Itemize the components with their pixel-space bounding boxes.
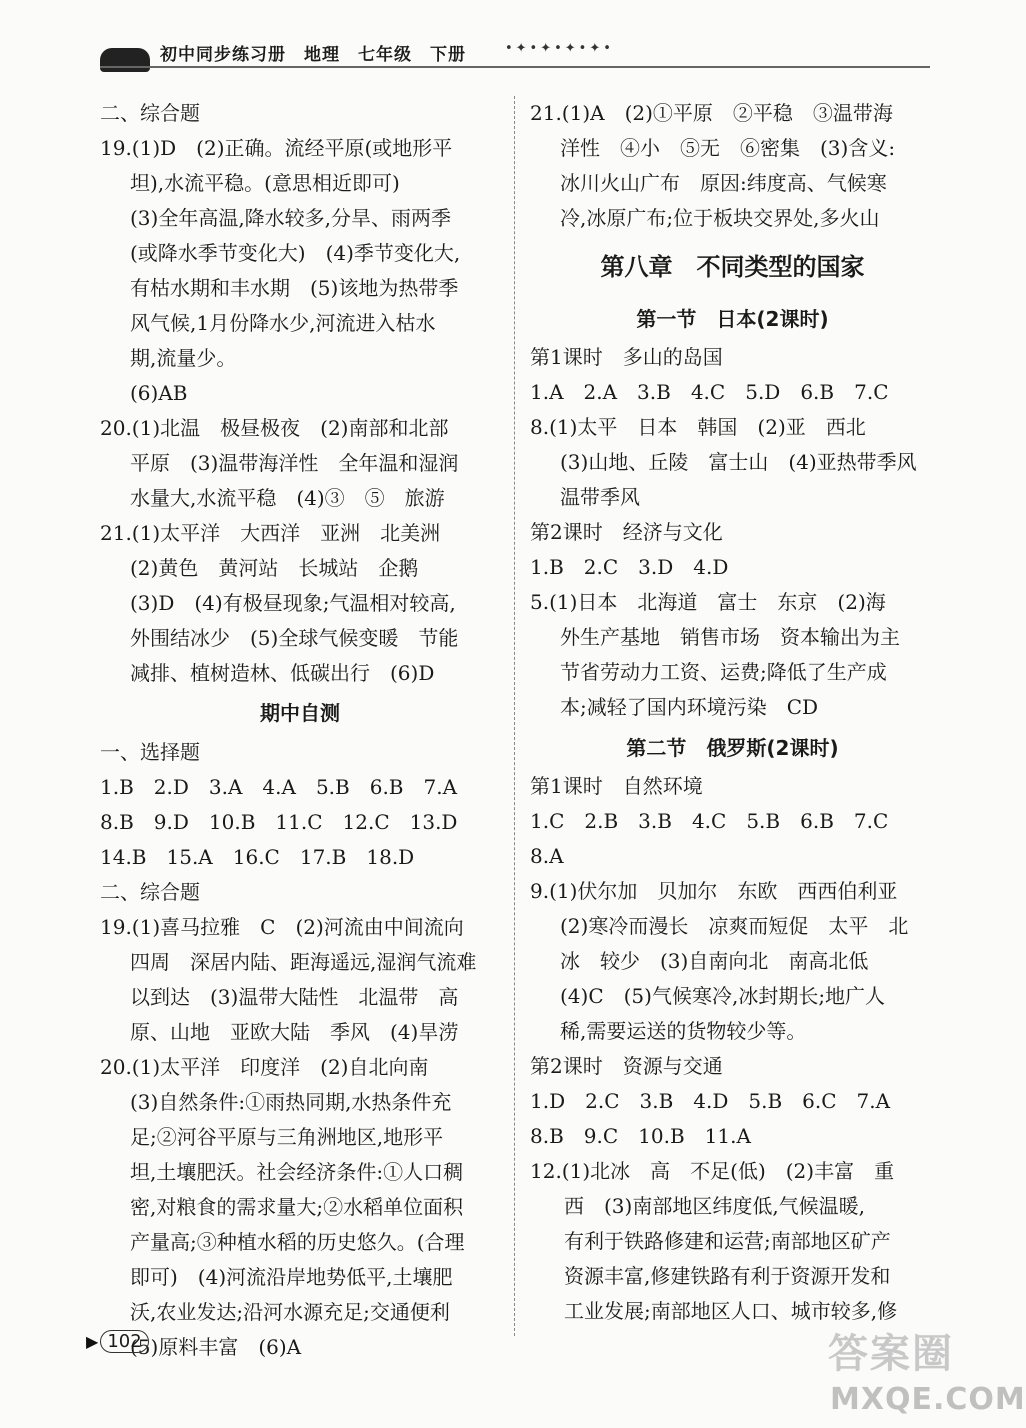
section-heading: 二、综合题 xyxy=(100,101,200,125)
answer-line: 19.(1)喜马拉雅 C (2)河流由中间流向 xyxy=(100,915,464,939)
answer-line: 21.(1)A (2)①平原 ②平稳 ③温带海 xyxy=(530,101,893,125)
answer-line: 1.B 2.D 3.A 4.A 5.B 6.B 7.A xyxy=(100,775,458,799)
answer-line: 洋性 ④小 ⑤无 ⑥密集 (3)含义: xyxy=(560,136,896,160)
answer-line: 工业发展;南部地区人口、城市较多,修 xyxy=(564,1299,898,1323)
section-heading: 一、选择题 xyxy=(100,740,200,764)
answer-line: 西 (3)南部地区纬度低,气候温暖, xyxy=(564,1194,866,1218)
book-logo-icon xyxy=(100,48,150,72)
answer-line: 冷,冰原广布;位于板块交界处,多火山 xyxy=(560,206,880,230)
answer-line: 冰 较少 (3)自南向北 南高北低 xyxy=(560,949,869,973)
lesson-heading: 第1课时 多山的岛国 xyxy=(530,345,723,369)
right-column xyxy=(530,96,935,1329)
answer-line: 1.C 2.B 3.B 4.C 5.B 6.B 7.C xyxy=(530,809,889,833)
watermark-logo-text: 答案圈 xyxy=(828,1331,954,1377)
answer-line: 有枯水期和丰水期 (5)该地为热带季 xyxy=(130,276,459,300)
answer-line: 冰川火山广布 原因:纬度高、气候寒 xyxy=(560,171,887,195)
answer-line: 9.(1)伏尔加 贝加尔 东欧 西西伯利亚 xyxy=(530,879,898,903)
answer-line: 有利于铁路修建和运营;南部地区矿产 xyxy=(564,1229,891,1253)
answer-line: 本;减轻了国内环境污染 CD xyxy=(560,695,819,719)
answer-line: 四周 深居内陆、距海遥远,湿润气流难 xyxy=(130,950,477,974)
answer-line: 原、山地 亚欧大陆 季风 (4)旱涝 xyxy=(130,1020,459,1044)
answer-line: 8.(1)太平 日本 韩国 (2)亚 西北 xyxy=(530,415,866,439)
answer-line: 密,对粮食的需求量大;②水稻单位面积 xyxy=(130,1195,464,1219)
answer-line: (或降水季节变化大) (4)季节变化大, xyxy=(130,241,461,265)
answer-line: 1.B 2.C 3.D 4.D xyxy=(530,555,729,579)
answer-line: (3)山地、丘陵 富士山 (4)亚热带季风 xyxy=(560,450,917,474)
answer-line: 21.(1)太平洋 大西洋 亚洲 北美洲 xyxy=(100,521,441,545)
section-heading: 二、综合题 xyxy=(100,880,200,904)
answer-line: (6)AB xyxy=(130,381,188,405)
answer-line: 即可) (4)河流沿岸地势低平,土壤肥 xyxy=(130,1265,453,1289)
answer-line: (4)C (5)气候寒冷,冰封期长;地广人 xyxy=(560,984,886,1008)
page-number xyxy=(86,1330,149,1353)
section-title: 第一节 日本(2课时) xyxy=(636,307,829,331)
page-header xyxy=(0,0,1000,80)
answer-line: 外围结冰少 (5)全球气候变暖 节能 xyxy=(130,626,459,650)
answer-line: 14.B 15.A 16.C 17.B 18.D xyxy=(100,845,415,869)
answer-line: 沃,农业发达;沿河水源充足;交通便利 xyxy=(130,1300,450,1324)
page-number-text: 102 xyxy=(100,1330,148,1353)
answer-line: 足;②河谷平原与三角洲地区,地形平 xyxy=(130,1125,444,1149)
section-title: 第二节 俄罗斯(2课时) xyxy=(626,736,839,760)
answer-line: 8.A xyxy=(530,844,564,868)
answer-line: 减排、植树造林、低碳出行 (6)D xyxy=(130,661,435,685)
answer-line: 风气候,1月份降水少,河流进入枯水 xyxy=(130,311,436,335)
chapter-title: 第八章 不同类型的国家 xyxy=(600,253,865,281)
header-title: 初中同步练习册 地理 七年级 下册 xyxy=(160,45,466,65)
left-column xyxy=(100,96,500,1365)
midterm-title: 期中自测 xyxy=(260,701,340,725)
answer-line: 5.(1)日本 北海道 富士 东京 (2)海 xyxy=(530,590,886,614)
answer-line: 产量高;③种植水稻的历史悠久。(合理 xyxy=(130,1230,465,1254)
answer-line: 19.(1)D (2)正确。流经平原(或地形平 xyxy=(100,136,453,160)
answer-line: 期,流量少。 xyxy=(130,346,237,370)
lesson-heading: 第1课时 自然环境 xyxy=(530,774,703,798)
lesson-heading: 第2课时 经济与文化 xyxy=(530,520,723,544)
answer-line: 20.(1)北温 极昼极夜 (2)南部和北部 xyxy=(100,416,449,440)
page-arrow-icon: ▶ xyxy=(86,1332,99,1351)
answer-line: 稀,需要运送的货物较少等。 xyxy=(560,1019,807,1043)
answer-line: (2)黄色 黄河站 长城站 企鹅 xyxy=(130,556,419,580)
header-ornament: •✦•✦•✦•✦• xyxy=(505,41,614,56)
watermark xyxy=(820,1322,1026,1422)
answer-line: 12.(1)北冰 高 不足(低) (2)丰富 重 xyxy=(530,1159,895,1183)
answer-line: 温带季风 xyxy=(560,485,640,509)
answer-line: 坦),水流平稳。(意思相近即可) xyxy=(130,171,400,195)
header-rule xyxy=(100,66,930,68)
answer-line: 8.B 9.C 10.B 11.A xyxy=(530,1124,751,1148)
answer-line: 1.A 2.A 3.B 4.C 5.D 6.B 7.C xyxy=(530,380,889,404)
answer-line: 外生产基地 销售市场 资本输出为主 xyxy=(560,625,900,649)
answer-line: 水量大,水流平稳 (4)③ ⑤ 旅游 xyxy=(130,486,445,510)
answer-line: 20.(1)太平洋 印度洋 (2)自北向南 xyxy=(100,1055,429,1079)
watermark-url: MXQE.COM xyxy=(830,1382,1026,1417)
answer-line: (5)原料丰富 (6)A xyxy=(130,1335,302,1359)
answer-line: (3)自然条件:①雨热同期,水热条件充 xyxy=(130,1090,452,1114)
answer-line: 以到达 (3)温带大陆性 北温带 高 xyxy=(130,985,459,1009)
answer-line: (2)寒冷而漫长 凉爽而短促 太平 北 xyxy=(560,914,909,938)
answer-line: 坦,土壤肥沃。社会经济条件:①人口稠 xyxy=(130,1160,464,1184)
answer-line: (3)全年高温,降水较多,分旱、雨两季 xyxy=(130,206,452,230)
lesson-heading: 第2课时 资源与交通 xyxy=(530,1054,723,1078)
answer-line: (3)D (4)有极昼现象;气温相对较高, xyxy=(130,591,456,615)
answer-line: 8.B 9.D 10.B 11.C 12.C 13.D xyxy=(100,810,458,834)
column-divider xyxy=(514,96,515,1336)
answer-line: 1.D 2.C 3.B 4.D 5.B 6.C 7.A xyxy=(530,1089,891,1113)
answer-line: 平原 (3)温带海洋性 全年温和湿润 xyxy=(130,451,459,475)
answer-line: 节省劳动力工资、运费;降低了生产成 xyxy=(560,660,887,684)
answer-line: 资源丰富,修建铁路有利于资源开发和 xyxy=(564,1264,891,1288)
